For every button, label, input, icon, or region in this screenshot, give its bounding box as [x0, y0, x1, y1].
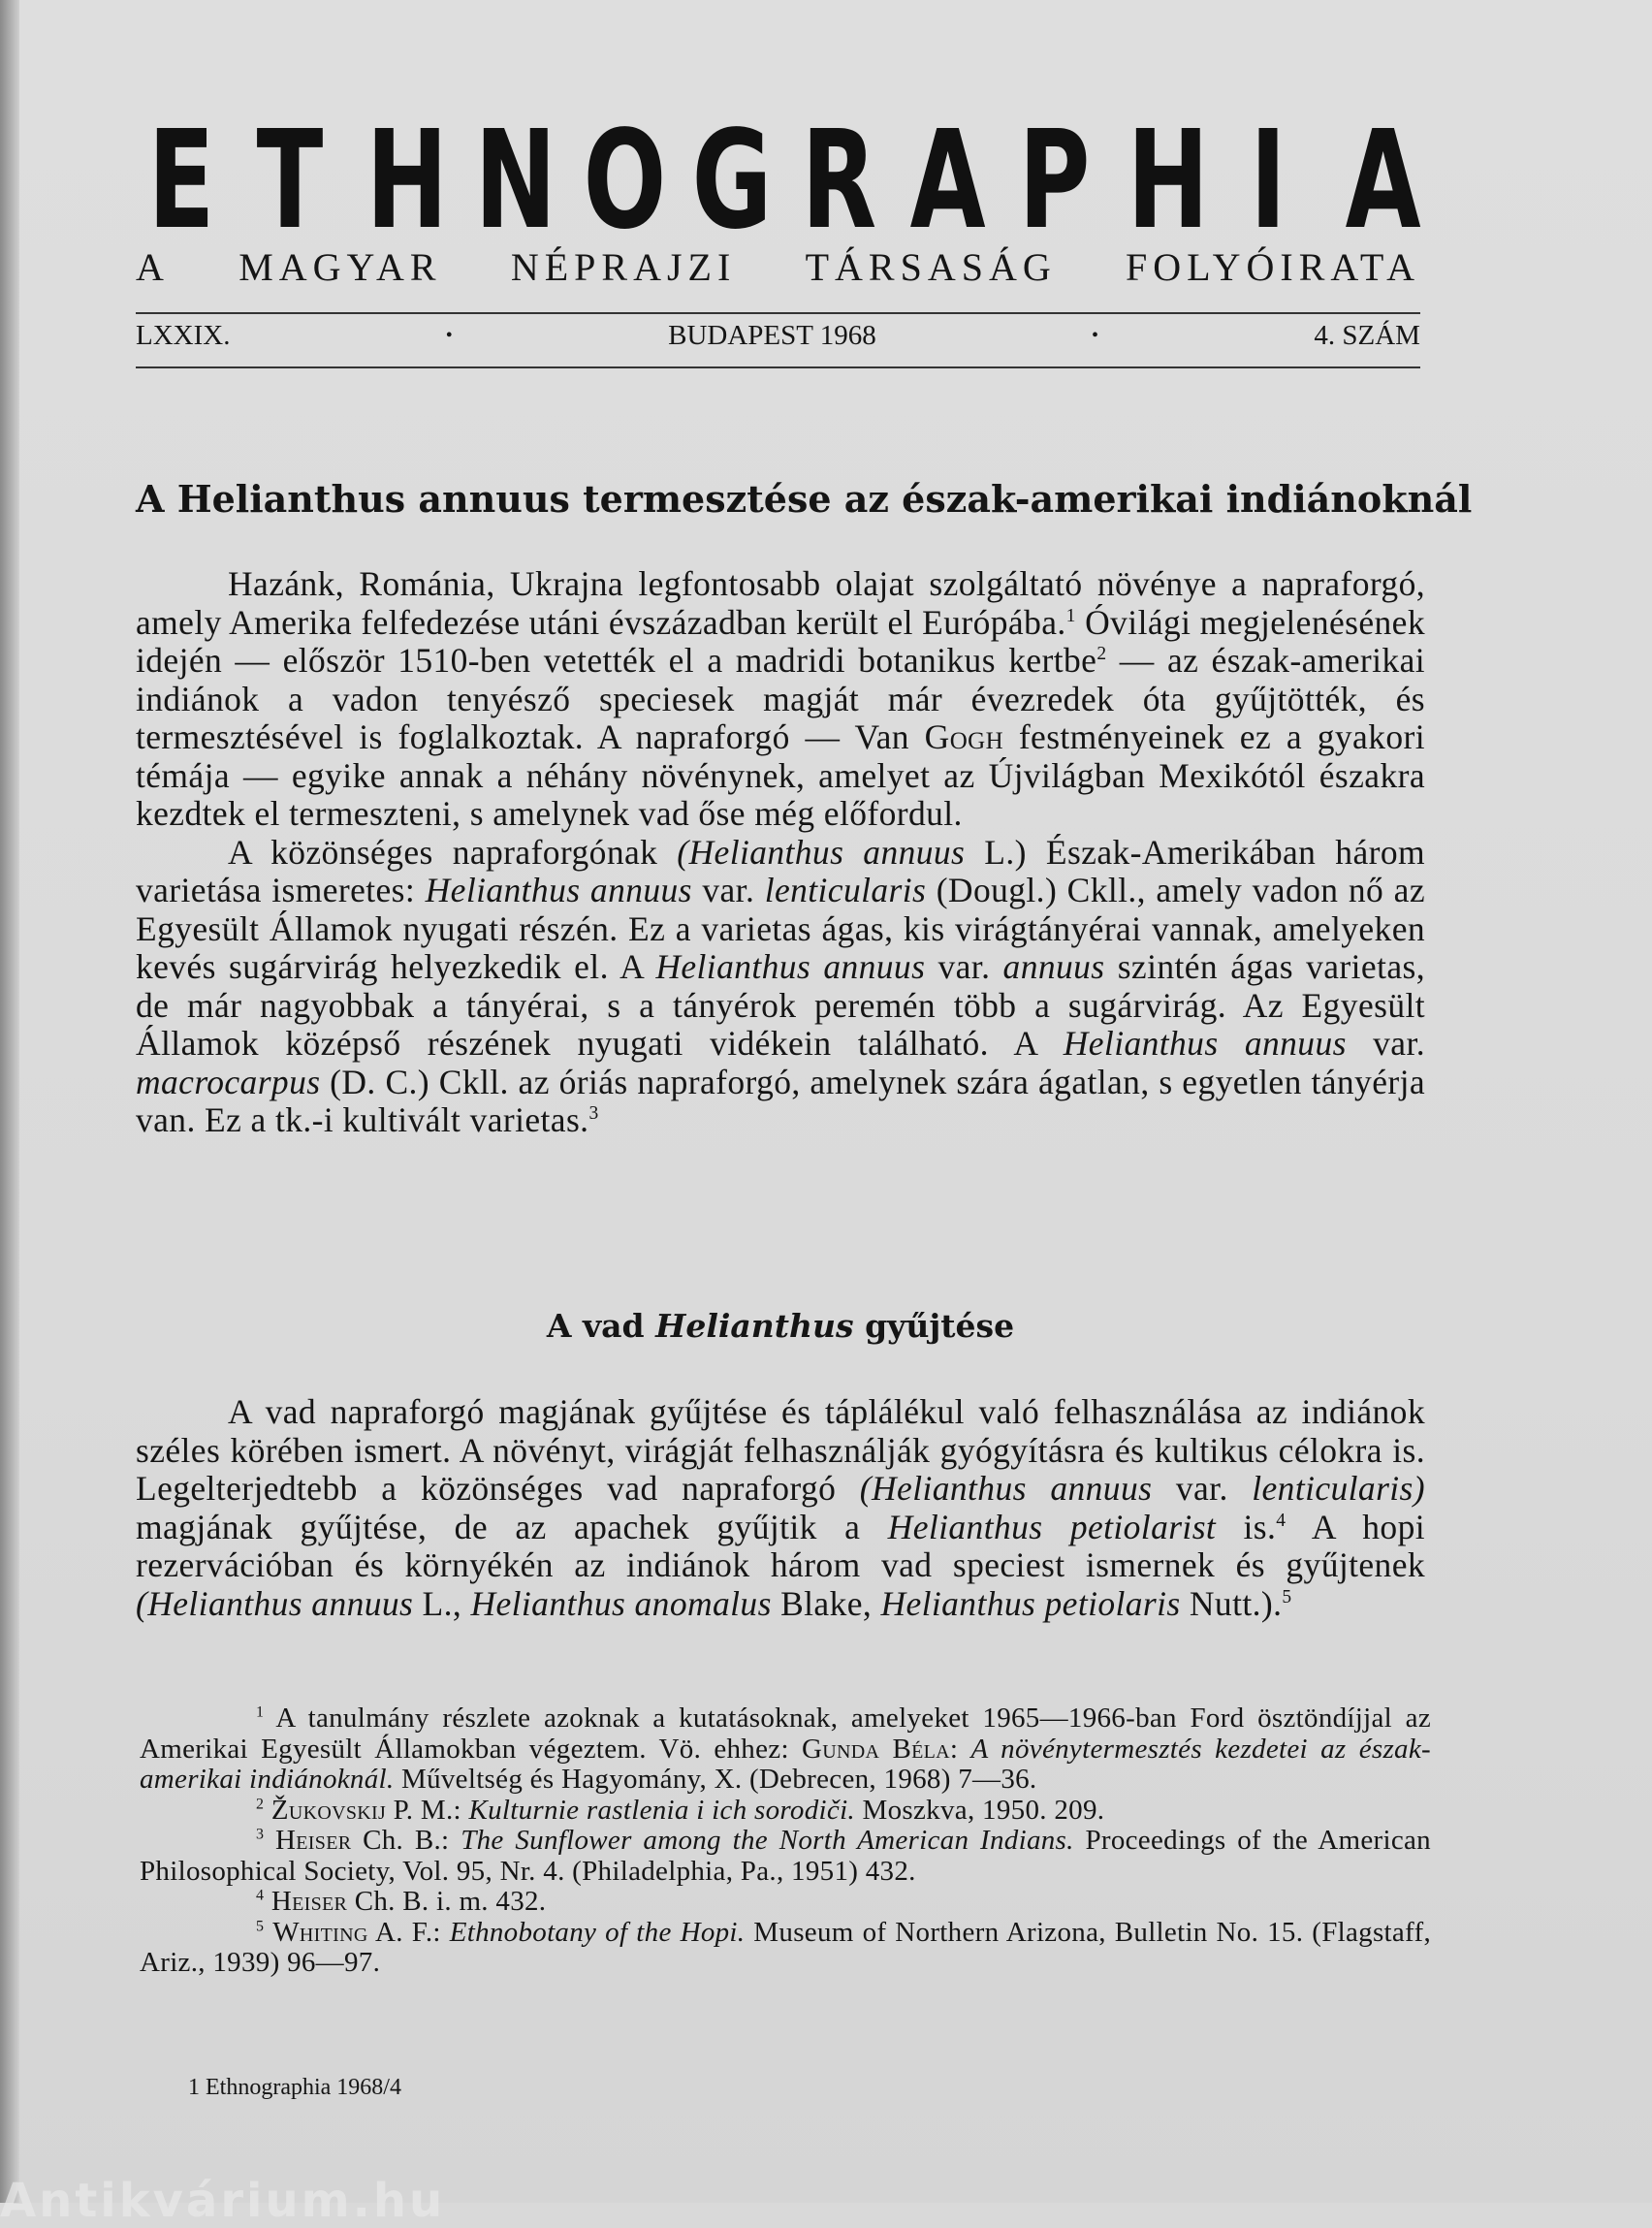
footnotes [140, 1703, 1431, 1979]
article-intro [136, 565, 1425, 1140]
paragraph: A vad napraforgó magjának gyűjtése és táplálékul való felhasználása az indiánok széles körében ismert. A növényt, virágját felhasználják gyógyításra és kultikus célokra is. Legelterjedtebb a közönséges vad napraforgó (Helianthus annuus var. lenticularis) magjának gyűjtése, de az apachek gyűjtik a Helianthus petiolarist is.$^4$ A hopi rezervációban és környékén az indiánok három vad speciest ismernek és gyűjtenek (Helianthus annuus L., Helianthus anomalus Blake, Helianthus petiolaris Nutt.).$^5$ [136, 1392, 1425, 1623]
masthead-letter: P [1018, 102, 1091, 260]
footnote: $^5$ Whiting A. F.: Ethnobotany of the Hopi. Museum of Northern Arizona, Bulletin No. 15. (Flagstaff, Ariz., 1939) 96—97. [140, 1916, 1431, 1978]
header-rule-bottom [136, 366, 1420, 368]
masthead-letter: E [147, 102, 215, 260]
issue-number: 4. SZÁM [1314, 320, 1420, 351]
masthead-letter: I [1249, 102, 1287, 260]
subtitle-word: TÁRSASÁG [805, 245, 1057, 289]
volume-number: LXXIX. [136, 320, 231, 351]
journal-page [19, 0, 1652, 2203]
separator-star: • [445, 325, 453, 346]
journal-subtitle [136, 244, 1420, 290]
masthead-letter: T [256, 102, 324, 260]
paragraph: A közönséges napraforgónak (Helianthus annuus L.) Észak-Amerikában három varietása ismeretes: Helianthus annuus var. lenticularis (Dougl.) Ckll., amely vadon nő az Egyesült Államok nyugati részén. Ez a varietas ágas, kis virágtányérai vannak, amelyeken kevés sugárvirág helyezkedik el. A Helianthus annuus var. annuus szintén ágas varietas, de már nagyobbak a tányérai, s a tányérok peremén több a sugárvirág. Az Egyesült Államok középső részének nyugati vidékein található. A Helianthus annuus var. macrocarpus (D. C.) Ckll. az óriás napraforgó, amelynek szára ágatlan, s egyetlen tányérja van. Ez a tk.-i kultivált varietas.$^3$ [136, 832, 1425, 1139]
separator-star: • [1092, 325, 1099, 346]
section-heading [136, 1307, 1425, 1345]
footnote: $^3$ Heiser Ch. B.: The Sunflower among the North American Indians. Proceedings of the American Philosophical Society, Vol. 95, Nr. 4. (Philadelphia, Pa., 1951) 432. [140, 1825, 1431, 1887]
scan-shadow [0, 0, 19, 2203]
heading-text: A vad [546, 1307, 645, 1345]
footnote: $^2$ Žukovskij P. M.: Kulturnie rastlenia i ich sorodiči. Moszkva, 1950. 209. [256, 1794, 1105, 1826]
subtitle-word: FOLYÓIRATA [1126, 245, 1420, 289]
subtitle-word: NÉPRAJZI [510, 245, 737, 289]
masthead-letter: A [1345, 102, 1421, 260]
header-rule-top [136, 312, 1420, 314]
masthead-letter: H [1127, 102, 1210, 260]
masthead-letter: H [365, 102, 448, 260]
place-year: BUDAPEST 1968 [668, 320, 876, 351]
issue-line [136, 320, 1420, 352]
subtitle-word: MAGYAR [238, 245, 442, 289]
paragraph: Hazánk, Románia, Ukrajna legfontosabb olajat szolgáltató növénye a napraforgó, amely Amerika felfedezése utáni évszázadban került el Európába.$^1$ Óvilági megjelenésének idején — először 1510-ben vetették el a madridi botanikus kertbe$^2$ — az észak-amerikai indiánok a vadon tenyésző speciesek magját már évezredek óta gyűjtötték, és termesztésével is foglalkoztak. A napraforgó — Van Gogh festményeinek ez a gyakori témája — egyike annak a néhány növénynek, amelyet az Újvilágban Mexikótól északra kezdtek el termeszteni, s amelynek vad őse még előfordul. [136, 564, 1426, 833]
footnote: $^1$ A tanulmány részlete azoknak a kutatásoknak, amelyeket 1965—1966-ban Ford ösztöndíjjal az Amerikai Egyesült Államokban végeztem. Vö. ehhez: Gunda Béla: A növénytermesztés kezdetei az észak-amerikai indiánoknál. Műveltség és Hagyomány, X. (Debrecen, 1968) 7—36. [140, 1703, 1431, 1795]
watermark: Antikvárium.hu [0, 2174, 446, 2228]
masthead [136, 102, 1421, 260]
masthead-letter: R [801, 102, 876, 260]
subtitle-word: A [136, 245, 170, 289]
heading-text: gyűjtése [865, 1307, 1015, 1345]
article-title: A Helianthus annuus termesztése az észak-amerikai indiánoknál [136, 477, 1473, 521]
masthead-letter: N [474, 102, 556, 260]
page-signature: 1 Ethnographia 1968/4 [188, 2075, 401, 2100]
masthead-letter: G [691, 102, 773, 260]
masthead-letter: A [909, 102, 986, 260]
article-section-1 [136, 1393, 1425, 1623]
footnote: $^4$ Heiser Ch. B. i. m. 432. [256, 1886, 547, 1917]
masthead-letter: O [583, 102, 667, 260]
heading-italic: Helianthus [655, 1307, 854, 1345]
